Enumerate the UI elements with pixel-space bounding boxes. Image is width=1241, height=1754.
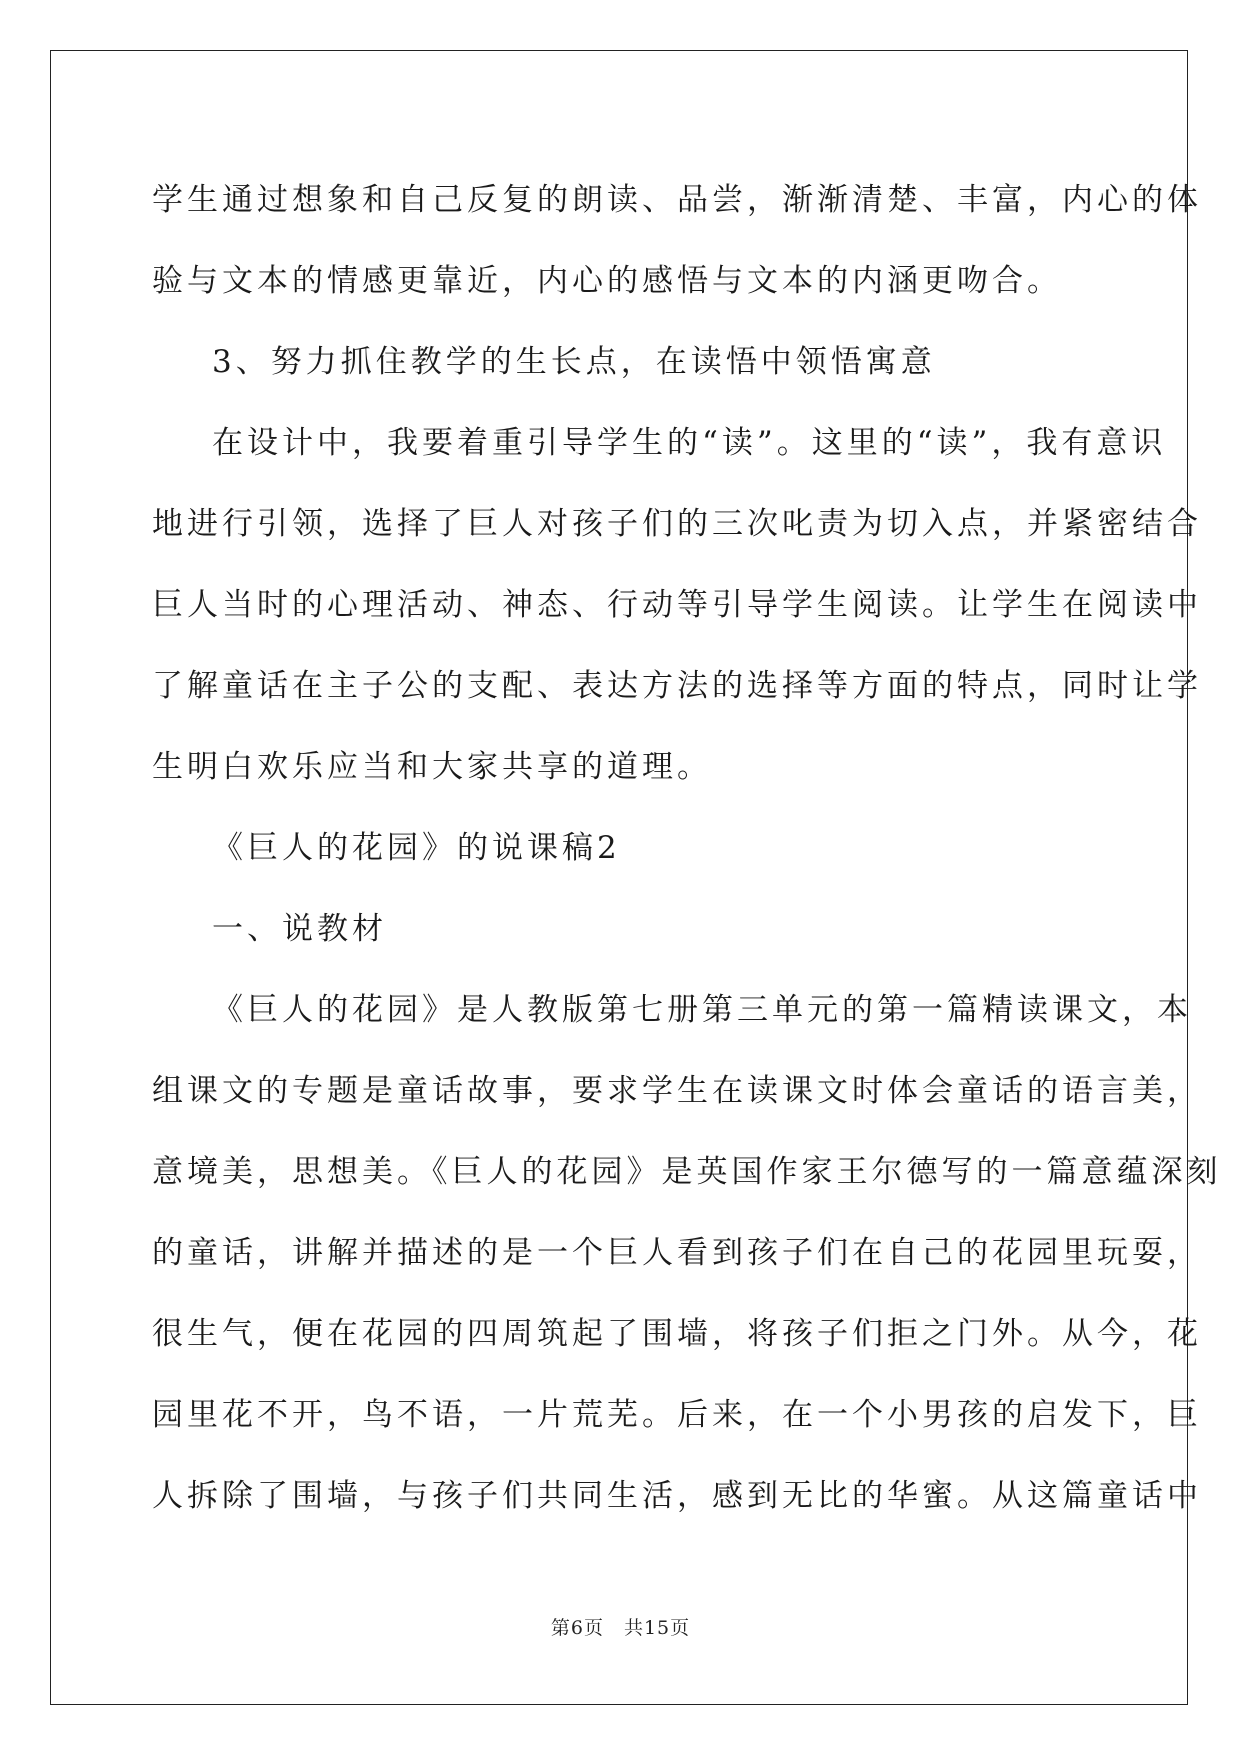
page-footer xyxy=(0,1613,1241,1640)
text-line: 了解童话在主子公的支配、表达方法的选择等方面的特点，同时让学 xyxy=(152,668,1202,704)
text-line: 人拆除了围墙，与孩子们共同生活，感到无比的华蜜。从这篇童话中 xyxy=(152,1478,1202,1514)
text-line: 验与文本的情感更靠近，内心的感悟与文本的内涵更吻合。 xyxy=(152,263,1062,299)
text-line: 很生气，便在花园的四周筑起了围墙，将孩子们拒之门外。从今，花 xyxy=(152,1316,1202,1352)
text-line: 地进行引领，选择了巨人对孩子们的三次叱责为切入点，并紧密结合 xyxy=(152,506,1202,542)
text-line: 在设计中，我要着重引导学生的“读”。这里的“读”，我有意识 xyxy=(212,425,1167,461)
text-line: 学生通过想象和自己反复的朗读、品尝，渐渐清楚、丰富，内心的体 xyxy=(152,182,1202,218)
text-line: 意境美，思想美。《巨人的花园》是英国作家王尔德写的一篇意蕴深刻 xyxy=(152,1154,1222,1190)
text-line: 巨人当时的心理活动、神态、行动等引导学生阅读。让学生在阅读中 xyxy=(152,587,1202,623)
text-line: 生明白欢乐应当和大家共享的道理。 xyxy=(152,749,712,785)
section-heading: 一、说教材 xyxy=(212,911,387,947)
page-total: 共15页 xyxy=(623,1617,691,1639)
text-line: 的童话，讲解并描述的是一个巨人看到孩子们在自己的花园里玩耍， xyxy=(152,1235,1202,1271)
text-line: 园里花不开，鸟不语，一片荒芜。后来，在一个小男孩的启发下，巨 xyxy=(152,1397,1202,1433)
section-heading: 3、努力抓住教学的生长点，在读悟中领悟寓意 xyxy=(212,344,936,380)
document-title: 《巨人的花园》的说课稿2 xyxy=(212,830,621,866)
text-line: 《巨人的花园》是人教版第七册第三单元的第一篇精读课文，本 xyxy=(212,992,1192,1028)
text-line: 组课文的专题是童话故事，要求学生在读课文时体会童话的语言美， xyxy=(152,1073,1202,1109)
page-number: 第6页 xyxy=(550,1617,604,1639)
document-body xyxy=(152,160,1222,1537)
